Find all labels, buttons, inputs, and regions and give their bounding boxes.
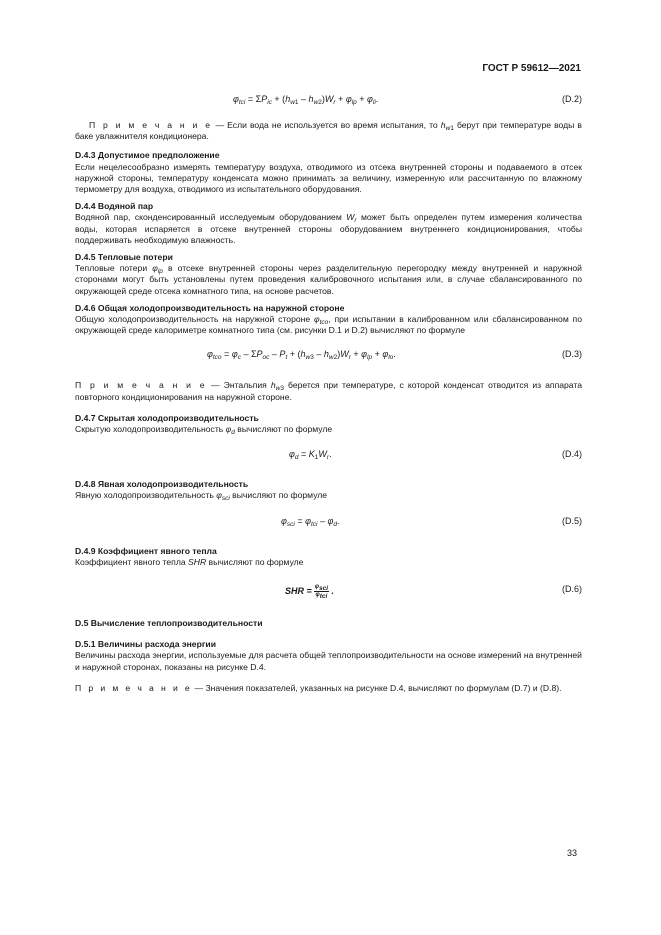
paragraph-d48: Явную холодопроизводительность $\varphi_{sci}$ вычисляют по формуле	[75, 490, 328, 503]
paragraph-d45: Тепловые потери $\varphi_{lp}$ в отсеке внутренней стороны через разделительную перегородку между внутренней и наружной сторонами могут быть установлены путем проведения калибровочного испытания или, в случае сбалансированного по окружающей среде отсека комнатного типа, на основе расчетов.	[75, 263, 582, 296]
formula-number: (D.4)	[562, 449, 582, 460]
paragraph-d51: Величины расхода энергии, используемые для расчета общей теплопроизводительности на основе измерений на внутренней и наружной сторонах, показаны на рисунке D.4.	[75, 650, 582, 672]
equation-d5	[75, 504, 582, 538]
paragraph-d49: Коэффициент явного тепла SHR вычисляют по формуле	[75, 556, 304, 567]
heading-d51: D.5.1 Величины расхода энергии	[75, 639, 216, 650]
document-body	[75, 90, 582, 694]
heading-d44: D.4.4 Водяной пар	[75, 201, 154, 212]
equation-d2	[75, 90, 582, 112]
formula-number: (D.3)	[562, 349, 582, 360]
heading-d43: D.4.3 Допустимое предположение	[75, 150, 220, 161]
equation-d3	[75, 340, 582, 370]
equation-d6	[75, 570, 582, 604]
note-1: П р и м е ч а н и е — Если вода не используется во время испытания, то $h_{w1}$ берут при температуре воды в баке увлажнителя кондиционера.	[75, 120, 582, 142]
heading-d49: D.4.9 Коэффициент явного тепла	[75, 545, 217, 556]
heading-d47: D.4.7 Скрытая холодопроизводительность	[75, 412, 259, 423]
formula-d5: $\varphi_{sci} = \varphi_{tci} - \varphi_d$.	[281, 515, 340, 528]
note-label: П р и м е ч а н и е	[75, 682, 193, 693]
formula-d4: $\varphi_d = K_1W_r$.	[289, 449, 332, 462]
formula-number: (D.5)	[562, 515, 582, 526]
formula-number: (D.2)	[562, 94, 582, 104]
formula-number: (D.6)	[562, 584, 582, 595]
heading-d46: D.4.6 Общая холодопроизводительность на наружной стороне	[75, 302, 345, 313]
note-2: П р и м е ч а н и е — Энтальпия $h_{w3}$ берется при температуре, с которой конденсат отводится из аппарата повторного кондиционирования на наружной стороне.	[75, 380, 582, 402]
note-label: П р и м е ч а н и е	[89, 120, 213, 130]
standard-header: ГОСТ Р 59612—2021	[482, 63, 581, 74]
formula-d6: SHR = $\frac{\varphi_{sci}}{\varphi_{tci}}$ .	[285, 584, 335, 601]
paragraph-d44: Водяной пар, сконденсированный исследуемым оборудованием $W_r$ может быть определен путем измерения количества воды, которая испаряется в отсеке внутренней стороны оборудованием внутреннего кондиционирования, чтобы поддерживать необходимую влажность.	[75, 212, 582, 245]
formula-d2: $\varphi_{tci} = \Sigma P_{ic} + (h_{w1} - h_{w2})W_r + \varphi_{lp} + \varphi_{li}$.	[233, 94, 379, 106]
heading-d5: D.5 Вычисление теплопроизводительности	[75, 618, 263, 629]
paragraph-d47: Скрытую холодопроизводительность $\varphi_d$ вычисляют по формуле	[75, 424, 333, 437]
paragraph-d43: Если нецелесообразно измерять температуру воздуха, отводимого из отсека внутренней стороны и подаваемого в отсек наружной стороны, температуру конденсата можно принимать за величину, измеренную или рассчитанную по влажному термометру для воздуха, отводимого из испытательного оборудования.	[75, 161, 582, 195]
formula-d3: $\varphi_{tco} = \varphi_c - \Sigma P_{oc} - P_t + (h_{w3} - h_{w2})W_r + \varphi_{lp} + \varphi_{lo}$.	[207, 349, 396, 362]
note-label: П р и м е ч а н и е	[75, 380, 207, 391]
page-number: 33	[566, 848, 577, 858]
heading-d45: D.4.5 Тепловые потери	[75, 252, 173, 263]
paragraph-d46: Общую холодопроизводительность на наружной стороне $\varphi_{tco}$, при испытании в калиброванном или сбалансированном по окружающей среде калориметре комнатного типа (см. рисунки D.1 и D.2) вычисляют по формуле	[75, 314, 582, 336]
note-3: П р и м е ч а н и е — Значения показателей, указанных на рисунке D.4, вычисляют по формулам (D.7) и (D.8).	[75, 682, 562, 693]
heading-d48: D.4.8 Явная холодопроизводительность	[75, 479, 249, 490]
equation-d4	[75, 437, 582, 471]
